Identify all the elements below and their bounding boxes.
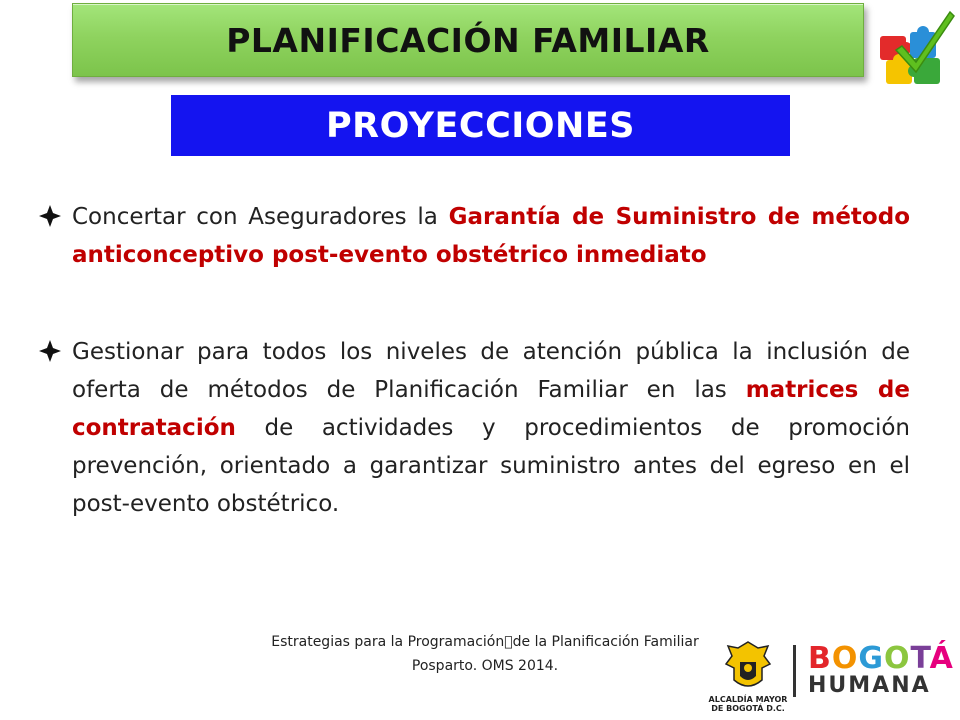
bullet-2-emphasis: matrices de contratación xyxy=(72,377,910,441)
bogota-humana-logo xyxy=(808,641,954,700)
alcaldia-text-2: DE BOGOTÁ D.C. xyxy=(711,704,785,713)
bullet-1-emphasis: Garantía de Suministro de método anticonceptivo post-evento obstétrico inmediato xyxy=(72,204,910,268)
bogota-letter: T xyxy=(910,641,930,676)
bullet-text-2 xyxy=(72,333,910,523)
diamond-bullet-icon xyxy=(38,339,62,363)
bullet-2-plain-b: de actividades y procedimientos de promoción prevención, orientado a garantizar suministro antes del egreso en el post-evento obstétrico. xyxy=(72,415,910,517)
bogota-letter: G xyxy=(858,641,885,676)
diamond-bullet-icon xyxy=(38,204,62,228)
subtitle-box xyxy=(171,95,790,156)
title-banner xyxy=(72,3,864,77)
alcaldia-coat-of-arms-logo xyxy=(706,640,790,714)
humana-wordmark: HUMANA xyxy=(808,673,931,698)
puzzle-checkmark-icon xyxy=(872,6,956,90)
logo-divider xyxy=(793,645,796,697)
bullet-2-plain-a: Gestionar para todos los niveles de atención pública la inclusión de oferta de métodos de Planificación Familiar en las xyxy=(72,339,910,403)
bullet-text-1 xyxy=(72,198,910,274)
section-subtitle: PROYECCIONES xyxy=(326,105,635,146)
reference-line-1: Estrategias para la Programación de la Planificación Familiar xyxy=(271,634,699,650)
alcaldia-text-1: ALCALDÍA MAYOR xyxy=(708,695,788,704)
bogota-letter: Á xyxy=(929,641,954,676)
bullet-item-2 xyxy=(38,333,910,523)
bogota-letter: B xyxy=(808,641,832,676)
bogota-letter: O xyxy=(884,641,911,676)
bogota-letter: O xyxy=(831,641,859,676)
footer-reference xyxy=(250,630,720,678)
bogota-wordmark xyxy=(808,641,954,676)
page-title: PLANIFICACIÓN FAMILIAR xyxy=(226,20,710,60)
reference-line-2: Posparto. OMS 2014. xyxy=(411,658,559,674)
bullet-item-1 xyxy=(38,198,910,274)
bullet-1-plain: Concertar con Aseguradores la xyxy=(72,204,449,230)
